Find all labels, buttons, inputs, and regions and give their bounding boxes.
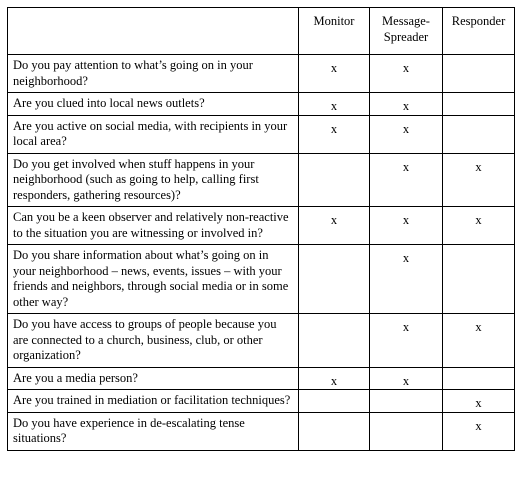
table-row [8,207,515,245]
table-header [8,8,515,55]
table-row [8,55,515,93]
header-spreader-line-2: Spreader [383,29,429,44]
question-cell: Can you be a keen observer and relatively non-reactive to the situation you are witnessing or involved in? [8,207,299,245]
header-monitor-line-1: Monitor [313,14,355,28]
question-cell: Are you a media person? [8,367,299,390]
spreader-mark [370,390,443,413]
monitor-mark [299,390,370,413]
responder-mark: x [443,390,515,413]
spreader-mark: x [370,115,443,153]
question-cell: Are you trained in mediation or facilitation techniques? [8,390,299,413]
table-row [8,390,515,413]
question-cell: Do you pay attention to what’s going on in your neighborhood? [8,55,299,93]
monitor-mark [299,314,370,368]
table-body [8,55,515,451]
question-cell: Do you share information about what’s going on in your neighborhood – news, events, issues – with your friends and neighbors, through social media or in some other way? [8,245,299,314]
responder-mark: x [443,314,515,368]
responder-mark [443,55,515,93]
spreader-mark [370,412,443,450]
responder-mark: x [443,207,515,245]
header-spreader-line-1: Message- [382,14,430,28]
role-assessment-table [7,7,515,451]
monitor-mark [299,245,370,314]
responder-mark [443,115,515,153]
monitor-mark: x [299,115,370,153]
spreader-mark: x [370,367,443,390]
table-row [8,245,515,314]
spreader-mark: x [370,55,443,93]
monitor-mark: x [299,55,370,93]
question-cell: Do you have access to groups of people because you are connected to a church, business, club, or other organization? [8,314,299,368]
table-row [8,412,515,450]
header-question-column [8,8,299,55]
spreader-mark: x [370,245,443,314]
monitor-mark: x [299,207,370,245]
responder-mark: x [443,153,515,207]
table-row [8,153,515,207]
question-cell: Are you clued into local news outlets? [8,93,299,116]
responder-mark: x [443,412,515,450]
header-responder-line-1: Responder [451,14,506,28]
monitor-mark [299,153,370,207]
responder-mark [443,367,515,390]
table-row [8,367,515,390]
header-row [8,8,515,55]
header-monitor [299,8,370,55]
header-message-spreader [370,8,443,55]
table-row [8,314,515,368]
question-cell: Do you have experience in de-escalating tense situations? [8,412,299,450]
table-row [8,115,515,153]
header-responder [443,8,515,55]
spreader-mark: x [370,93,443,116]
spreader-mark: x [370,314,443,368]
monitor-mark [299,412,370,450]
spreader-mark: x [370,153,443,207]
responder-mark [443,245,515,314]
responder-mark [443,93,515,116]
monitor-mark: x [299,367,370,390]
table-row [8,93,515,116]
spreader-mark: x [370,207,443,245]
question-cell: Are you active on social media, with recipients in your local area? [8,115,299,153]
monitor-mark: x [299,93,370,116]
question-cell: Do you get involved when stuff happens in your neighborhood (such as going to help, calling first responders, gathering resources)? [8,153,299,207]
